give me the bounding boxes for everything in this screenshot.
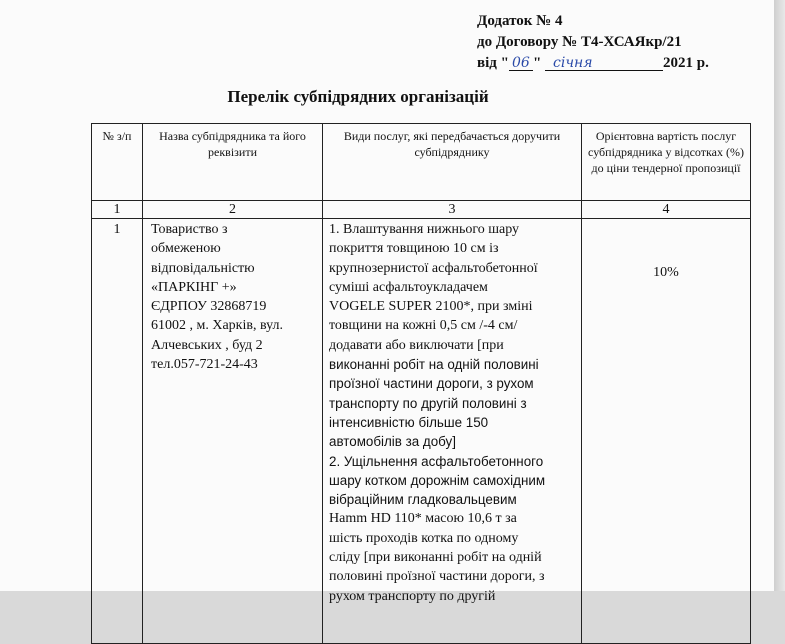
contractor-line: Алчевських , буд 2 <box>151 337 263 353</box>
services-line: виконанні робіт на одній половині <box>329 357 539 373</box>
services-line: рухом транспорту по другій <box>329 588 496 604</box>
column-number: 2 <box>143 201 323 219</box>
table-header-row <box>92 124 751 201</box>
contractor-line: «ПАРКІНГ +» <box>151 279 237 295</box>
services-description <box>323 219 582 644</box>
services-line: транспорту по другій половині з <box>329 395 527 411</box>
contractor-line: ЄДРПОУ 32868719 <box>151 299 267 315</box>
services-line: вібраційним гладковальцевим <box>329 492 517 508</box>
services-line: додавати або виключати [при <box>329 337 504 353</box>
services-line: товщини на кожні 0,5 см /-4 см/ <box>329 318 518 334</box>
services-line: сліду [при виконанні робіт на одній <box>329 550 542 566</box>
date-prefix: від " <box>477 55 509 71</box>
header-cell-number: № з/п <box>92 124 143 201</box>
services-line: покриття товщиною 10 см із <box>329 241 499 257</box>
services-line: VOGELE SUPER 2100*, при зміні <box>329 299 533 315</box>
services-line: проїзної частини дороги, з рухом <box>329 376 534 392</box>
subcontractors-table <box>91 123 751 644</box>
services-line: 1. Влаштування нижнього шару <box>329 222 520 237</box>
contractor-line: тел.057-721-24-43 <box>151 357 258 373</box>
services-line: суміші асфальтоукладачем <box>329 279 488 295</box>
contract-reference: до Договору № Т4-ХСАЯкр/21 <box>477 34 682 50</box>
contractor-line: Товариство з <box>151 222 228 237</box>
contract-date <box>477 53 709 74</box>
services-line: інтенсивністю більше 150 <box>329 414 489 430</box>
services-line: Hamm HD 110* масою 10,6 т за <box>329 511 517 527</box>
services-line: 2. Ущільнення асфальтобетонного <box>329 453 544 469</box>
contractor-details <box>143 219 323 644</box>
column-number: 4 <box>582 201 751 219</box>
header-cell-contractor: Назва субпідрядника та його реквізити <box>143 124 323 201</box>
table-row <box>92 219 751 644</box>
services-line: шість проходів котка по одному <box>329 530 519 546</box>
header-cell-services: Види послуг, які передбачається доручити субпідряднику <box>323 124 582 201</box>
handwritten-day: 06 <box>509 56 533 71</box>
column-number: 3 <box>323 201 582 219</box>
date-year: 2021 р. <box>663 55 709 71</box>
column-number: 1 <box>92 201 143 219</box>
contractor-line: відповідальністю <box>151 260 255 276</box>
date-quote: " <box>532 55 542 71</box>
services-line: половині проїзної частини дороги, з <box>329 569 545 585</box>
services-line: шару котком дорожнім самохідним <box>329 472 546 488</box>
page-edge-shadow <box>774 0 785 591</box>
contractor-line: 61002 , м. Харків, вул. <box>151 318 283 334</box>
header-cell-cost-share: Орієнтовна вартість послуг субпідрядника у відсотках (%) до ціни тендерної пропозиції <box>582 124 751 201</box>
appendix-number: Додаток № 4 <box>477 13 563 29</box>
column-number-row <box>92 201 751 219</box>
row-number: 1 <box>92 219 143 644</box>
appendix-header <box>477 11 709 74</box>
page-title: Перелік субпідрядних організацій <box>227 87 489 106</box>
cost-percentage: 10% <box>582 219 751 644</box>
services-line: автомобілів за добу] <box>329 434 456 450</box>
handwritten-month: січня <box>545 56 663 71</box>
contractor-line: обмеженою <box>151 241 221 257</box>
services-line: крупнозернистої асфальтобетонної <box>329 260 538 276</box>
